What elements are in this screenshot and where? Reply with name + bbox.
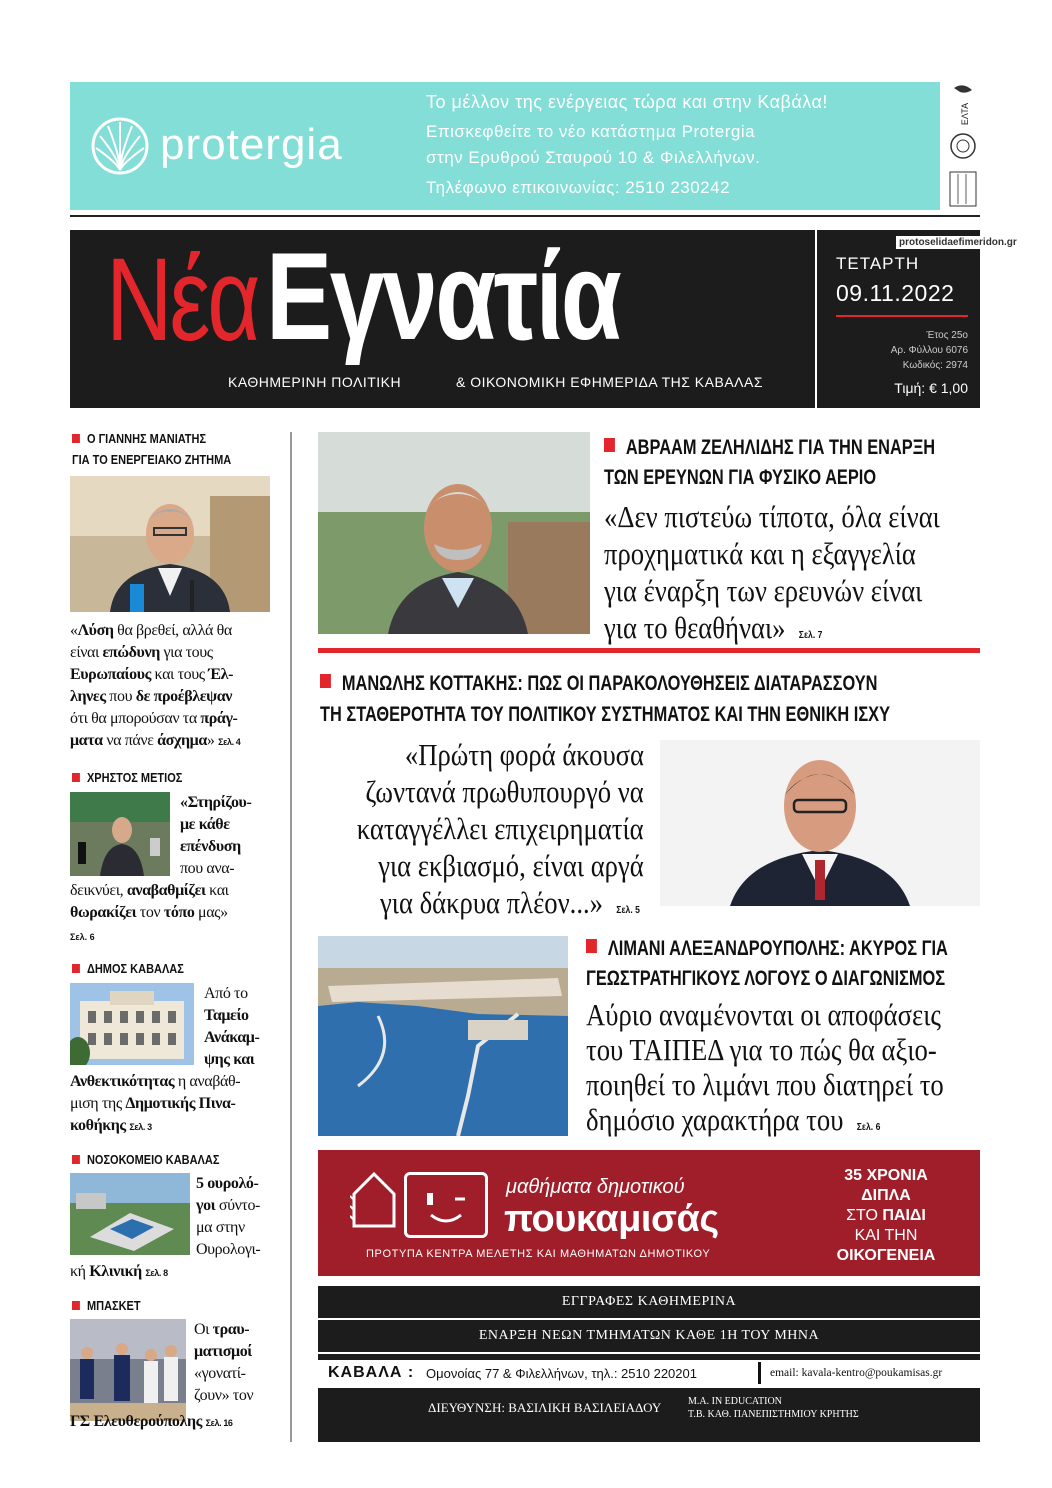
title-egnatia: Εγνατία (266, 228, 620, 366)
page-ref: Σελ. 8 (145, 1268, 168, 1278)
poukamisas-ad[interactable] (318, 1150, 980, 1276)
maniatis-line-2: είναι επώδυνη για τους (70, 644, 213, 661)
issue-code: Κωδικός: 2974 (902, 360, 968, 371)
story-b-quote-4: για εκβιασμό, είναι αργά (378, 848, 644, 883)
maniatis-line-3: Ευρωπαίους και τους Έλ- (70, 666, 234, 683)
years-line-2: ΔΙΠΛΑ (861, 1187, 911, 1204)
sidebar-kicker-metios (72, 771, 182, 785)
metios-line-2: με κάθε (180, 816, 230, 833)
band-address-row (318, 1360, 980, 1388)
nosokomeio-line-4: Ουρολογι- (196, 1241, 261, 1258)
ad-line-1: Το μέλλον της ενέργειας τώρα και στην Καβάλα! (426, 92, 828, 112)
nosokomeio-line-2: γοι σύντο- (196, 1197, 260, 1214)
maniatis-line-4: ληνες που δε προέβλεψαν (70, 688, 233, 705)
band-row-enrolment: ΕΓΓΡΑΦΕΣ ΚΑΘΗΜΕΡΙΝΑ (561, 1294, 737, 1309)
kicker-text: ΛΙΜΑΝΙ ΑΛΕΞΑΝΔΡΟΥΠΟΛΗΣ: ΑΚΥΡΟΣ ΓΙΑ (607, 937, 948, 960)
kicker-text: Ο ΓΙΑΝΝΗΣ ΜΑΝΙΑΤΗΣ (86, 432, 207, 446)
band-cred-1: M.A. IN EDUCATION (688, 1396, 782, 1407)
red-square-icon (72, 1155, 80, 1164)
years-line-5: ΟΙΚΟΓΕΝΕΙΑ (836, 1247, 936, 1264)
site-watermark[interactable]: protoselidaefimeridon.gr (896, 236, 1020, 249)
photo-maniatis[interactable] (70, 476, 270, 612)
story-a-quote-3: για έναρξη των ερευνών είναι (604, 573, 923, 608)
maniatis-line-6: ματα να πάνε άσχημα» Σελ. 4 (70, 732, 241, 749)
issue-day: ΤΕΤΑΡΤΗ (836, 254, 920, 273)
story-a-kicker-1 (604, 436, 935, 460)
dimos-line-6: μιση της Δημοτικής Πινα- (70, 1095, 236, 1112)
band-email[interactable]: email: kavala-kentro@poukamisas.gr (770, 1367, 943, 1379)
kicker-text: ΜΠΑΣΚΕΤ (86, 1299, 141, 1313)
issue-date: 09.11.2022 (836, 280, 955, 306)
red-square-icon (72, 773, 80, 782)
photo-zelilidis[interactable] (318, 432, 590, 634)
story-b-kicker-1 (320, 672, 877, 696)
kicker-text: ΑΒΡΑΑΜ ΖΕΛΗΛΙΔΗΣ ΓΙΑ ΤΗΝ ΕΝΑΡΞΗ (625, 436, 936, 459)
metios-line-3: επένδυση (180, 838, 241, 855)
band-row-new-classes: ΕΝΑΡΞΗ ΝΕΩΝ ΤΜΗΜΑΤΩΝ ΚΑΘΕ 1Η ΤΟΥ ΜΗΝΑ (478, 1328, 820, 1343)
band-divider (318, 1318, 980, 1320)
masthead (70, 230, 980, 408)
page-ref: Σελ. 5 (616, 905, 640, 916)
sidebar-kicker-basket (72, 1299, 141, 1313)
ad-line-4: Τηλέφωνο επικοινωνίας: 2510 230242 (426, 178, 731, 197)
maniatis-line-1: «Λύση θα βρεθεί, αλλά θα (70, 622, 232, 639)
story-a-quote-4: για το θεαθήναι» Σελ. 7 (604, 610, 823, 645)
page-ref: Σελ. 16 (205, 1418, 233, 1428)
story-c-quote-3: ποιηθεί το λιμάνι που διατηρεί το (586, 1067, 944, 1102)
photo-pinakothiki[interactable] (70, 983, 194, 1065)
dimos-line-3: Ανάκαμ- (204, 1029, 260, 1046)
story-a-kicker-2: ΤΩΝ ΕΡΕΥΝΩΝ ΓΙΑ ΦΥΣΙΚΟ ΑΕΡΙΟ (604, 466, 877, 489)
band-city: ΚΑΒΑΛΑ : (328, 1364, 415, 1381)
band-cred-2: Τ.Β. ΚΑΘ. ΠΑΝΕΠΙΣΤΗΜΙΟΥ ΚΡΗΤΗΣ (688, 1409, 859, 1420)
red-divider (318, 648, 980, 653)
page-ref: Σελ. 4 (218, 737, 241, 747)
years-line-4: ΚΑΙ ΤΗΝ (854, 1227, 918, 1244)
ad-brand: πουκαμισάς (504, 1198, 719, 1240)
postage-stamp (946, 82, 980, 210)
photo-kottakis[interactable] (660, 740, 980, 906)
nosokomeio-line-1: 5 ουρολό- (196, 1175, 259, 1192)
kicker-text: ΧΡΗΣΤΟΣ ΜΕΤΙΟΣ (86, 771, 183, 785)
maniatis-line-5: ότι θα μπορούσαν τα πράγ- (70, 710, 238, 727)
basket-line-2: ματισμοί (194, 1343, 252, 1360)
top-divider (70, 215, 980, 217)
protergia-sun-icon (90, 116, 150, 176)
story-b-kicker-2: ΤΗ ΣΤΑΘΕΡΟΤΗΤΑ ΤΟΥ ΠΟΛΙΤΙΚΟΥ ΣΥΣΤΗΜΑΤΟΣ ΚΑΙ ΤΗΝ ΕΘΝΙΚΗ ΙΣΧΥ (320, 703, 891, 726)
story-a-quote-2: προχηματικά και η εξαγγελία (604, 536, 916, 571)
photo-hospital[interactable] (70, 1173, 190, 1255)
nosokomeio-line-3: μα στην (196, 1219, 245, 1236)
years-line-1: 35 ΧΡΟΝΙΑ (844, 1167, 928, 1184)
masthead-subtitle-a: ΚΑΘΗΜΕΡΙΝΗ ΠΟΛΙΤΙΚΗ (228, 374, 402, 390)
elta-text: ΕΛΤΑ (960, 102, 970, 126)
ad-line-2: Επισκεφθείτε το νέο κατάστημα Protergia (426, 122, 756, 141)
date-underline (836, 315, 968, 317)
kicker-text: ΝΟΣΟΚΟΜΕΙΟ ΚΑΒΑΛΑΣ (86, 1153, 220, 1167)
basket-line-1: Οι τραυ- (194, 1321, 250, 1338)
band-address: Ομονοίας 77 & Φιλελλήνων, τηλ.: 2510 220201 (426, 1366, 697, 1381)
dimos-line-7: κοθήκης Σελ. 3 (70, 1117, 152, 1134)
story-c-kicker-1 (586, 937, 948, 961)
sidebar-kicker-maniatis-2: ΓΙΑ ΤΟ ΕΝΕΡΓΕΙΑΚΟ ΖΗΤΗΜΑ (72, 453, 232, 467)
page-ref: Σελ. 7 (798, 630, 823, 641)
red-square-icon (320, 674, 331, 688)
band-director: ΔΙΕΥΘΥΝΣΗ: ΒΑΣΙΛΙΚΗ ΒΑΣΙΛΕΙΑΔΟΥ (428, 1400, 662, 1415)
protergia-logo (90, 114, 390, 178)
issue-price: Τιμή: € 1,00 (894, 380, 968, 396)
red-square-icon (604, 438, 615, 452)
masthead-subtitle-b: & ΟΙΚΟΝΟΜΙΚΗ ΕΦΗΜΕΡΙΔΑ ΤΗΣ ΚΑΒΑΛΑΣ (456, 374, 763, 390)
story-c-quote-1: Αύριο αναμένονται οι αποφάσεις (586, 997, 941, 1032)
ad-tagline: μαθήματα δημοτικού (506, 1176, 685, 1198)
page-ref: Σελ. 3 (129, 1122, 152, 1132)
sidebar-kicker-maniatis (72, 432, 206, 446)
masthead-divider (815, 230, 817, 408)
metios-line-5: δεικνύει, αναβαθμίζει και (70, 882, 229, 899)
story-c-quote-4: δημόσιο χαρακτήρα του Σελ. 6 (586, 1102, 881, 1137)
column-divider (290, 432, 292, 1442)
ad-years-block (806, 1166, 966, 1266)
red-square-icon (72, 434, 80, 443)
story-a-quote-1: «Δεν πιστεύω τίποτα, όλα είναι (604, 499, 940, 534)
smiley-icon (404, 1172, 488, 1238)
poukamisas-info-band (318, 1286, 980, 1442)
story-c-kicker-2: ΓΕΩΣΤΡΑΤΗΓΙΚΟΥΣ ΛΟΓΟΥΣ Ο ΔΙΑΓΩΝΙΣΜΟΣ (586, 967, 946, 990)
page-ref: Σελ. 6 (856, 1122, 881, 1133)
sidebar-kicker-nosokomeio (72, 1153, 219, 1167)
band-separator (758, 1362, 761, 1384)
photo-metios[interactable] (70, 792, 170, 876)
red-square-icon (72, 964, 80, 973)
sidebar-kicker-dimos (72, 962, 184, 976)
story-b-quote-1: «Πρώτη φορά άκουσα (404, 737, 644, 772)
story-b-quote-5: για δάκρυα πλέον...» Σελ. 5 (380, 885, 640, 920)
dimos-line-1: Από το (204, 985, 248, 1002)
photo-basketball[interactable] (70, 1319, 186, 1421)
pencil-icon (350, 1170, 398, 1230)
title-nea: Νέα (106, 234, 258, 366)
story-b-quote-2: ζωντανά πρωθυπουργό να (365, 774, 644, 809)
story-c-quote-2: του ΤΑΙΠΕΔ για το πώς θα αξιο- (586, 1032, 937, 1067)
photo-port-alexandroupoli[interactable] (318, 936, 568, 1136)
dimos-line-5: Ανθεκτικότητας η αναβάθ- (70, 1073, 241, 1090)
ad-subtitle: ΠΡΟΤΥΠΑ ΚΕΝΤΡΑ ΜΕΛΕΤΗΣ ΚΑΙ ΜΑΘΗΜΑΤΩΝ ΔΗΜΟΤΙΚΟΥ (366, 1248, 711, 1260)
dimos-line-4: ψης και (204, 1051, 255, 1068)
red-square-icon (586, 939, 597, 953)
page-ref: Σελ. 6 (70, 932, 95, 942)
nosokomeio-line-5: κή Κλινική Σελ. 8 (70, 1263, 168, 1280)
dimos-line-2: Ταμείο (204, 1007, 249, 1024)
issue-number: Αρ. Φύλλου 6076 (890, 345, 968, 356)
issue-year: Έτος 25ο (926, 330, 968, 341)
kicker-text: ΜΑΝΩΛΗΣ ΚΟΤΤΑΚΗΣ: ΠΩΣ ΟΙ ΠΑΡΑΚΟΛΟΥΘΗΣΕΙΣ ΔΙΑΤΑΡΑΣΣΟΥΝ (341, 672, 878, 695)
story-b-quote-3: καταγγέλλει επιχειρηματία (357, 811, 644, 846)
metios-line-4: που ανα- (180, 860, 235, 877)
protergia-brand: protergia (160, 120, 343, 169)
kicker-text: ΔΗΜΟΣ ΚΑΒΑΛΑΣ (86, 962, 184, 976)
metios-line-6: θωρακίζει τον τόπο μας» (70, 904, 228, 921)
basket-line-5: ΓΣ Ελευθερούπολης Σελ. 16 (70, 1413, 233, 1430)
metios-line-1: «Στηρίζου- (180, 794, 252, 811)
years-line-3: ΣΤΟ ΠΑΙΔΙ (846, 1207, 926, 1224)
basket-line-4: ζουν» τον (194, 1387, 254, 1404)
band-divider (318, 1352, 980, 1354)
ad-line-3: στην Ερυθρού Σταυρού 10 & Φιλελλήνων. (426, 148, 761, 167)
basket-line-3: «γονατί- (194, 1365, 246, 1382)
protergia-ad[interactable] (70, 82, 940, 210)
red-square-icon (72, 1301, 80, 1310)
